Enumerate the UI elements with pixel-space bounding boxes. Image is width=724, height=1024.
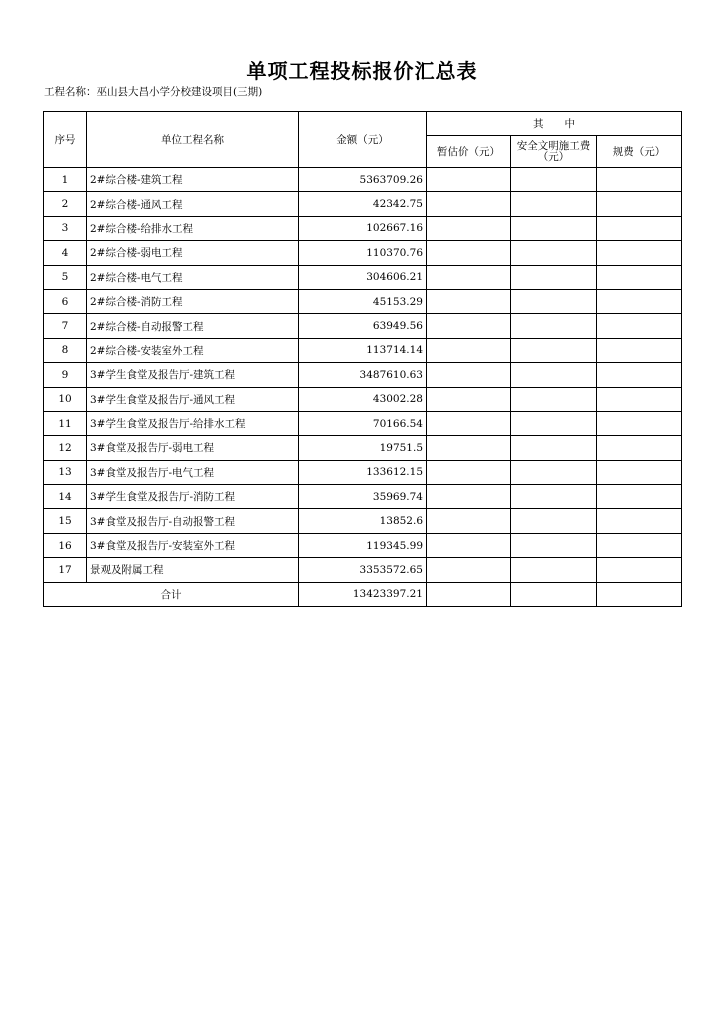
table-row [44,289,682,313]
row-provisional [427,460,511,484]
table-row [44,241,682,265]
row-fees [597,436,682,460]
row-amount: 35969.74 [299,485,427,509]
row-fees [597,460,682,484]
header-seq: 序号 [44,112,87,168]
row-number: 14 [44,485,87,509]
row-amount: 133612.15 [299,460,427,484]
row-fees [597,411,682,435]
row-safety-fee [511,289,597,313]
header-name: 单位工程名称 [87,112,299,168]
row-fees [597,558,682,582]
row-number: 3 [44,216,87,240]
project-name: 工程名称：巫山县大昌小学分校建设项目(三期) [44,86,263,98]
row-safety-fee [511,241,597,265]
row-provisional [427,509,511,533]
table-row [44,533,682,557]
table-row [44,411,682,435]
row-amount: 3487610.63 [299,363,427,387]
row-safety-fee [511,485,597,509]
row-project-name: 2#综合楼-弱电工程 [87,241,299,265]
row-safety-fee [511,192,597,216]
row-fees [597,338,682,362]
row-provisional [427,387,511,411]
table-row [44,485,682,509]
row-project-name: 3#学生食堂及报告厅-建筑工程 [87,363,299,387]
row-provisional [427,265,511,289]
row-safety-fee [511,314,597,338]
row-provisional [427,363,511,387]
row-fees [597,168,682,192]
row-number: 16 [44,533,87,557]
row-amount: 42342.75 [299,192,427,216]
header-row-1 [44,112,682,136]
row-provisional [427,411,511,435]
row-safety-fee [511,363,597,387]
row-fees [597,192,682,216]
header-fees: 规费（元） [597,136,682,168]
table-row [44,216,682,240]
row-amount: 70166.54 [299,411,427,435]
row-number: 17 [44,558,87,582]
row-safety-fee [511,436,597,460]
total-fees [597,582,682,606]
table-row [44,387,682,411]
row-project-name: 3#食堂及报告厅-弱电工程 [87,436,299,460]
row-fees [597,265,682,289]
row-amount: 3353572.65 [299,558,427,582]
row-fees [597,533,682,557]
row-safety-fee [511,216,597,240]
row-amount: 119345.99 [299,533,427,557]
row-number: 2 [44,192,87,216]
row-fees [597,509,682,533]
row-safety-fee [511,411,597,435]
row-number: 6 [44,289,87,313]
row-safety-fee [511,338,597,362]
table-row [44,338,682,362]
page-title: 单项工程投标报价汇总表 [246,59,478,83]
row-safety-fee [511,387,597,411]
row-project-name: 3#食堂及报告厅-电气工程 [87,460,299,484]
row-safety-fee [511,533,597,557]
row-fees [597,387,682,411]
row-fees [597,241,682,265]
row-amount: 63949.56 [299,314,427,338]
row-project-name: 2#综合楼-安装室外工程 [87,338,299,362]
row-fees [597,216,682,240]
row-provisional [427,558,511,582]
row-number: 15 [44,509,87,533]
row-number: 12 [44,436,87,460]
row-provisional [427,241,511,265]
row-project-name: 3#学生食堂及报告厅-消防工程 [87,485,299,509]
row-amount: 110370.76 [299,241,427,265]
header-amount: 金额（元） [299,112,427,168]
row-number: 11 [44,411,87,435]
row-safety-fee [511,460,597,484]
row-number: 5 [44,265,87,289]
total-amount: 13423397.21 [299,582,427,606]
row-number: 8 [44,338,87,362]
row-safety-fee [511,168,597,192]
row-amount: 43002.28 [299,387,427,411]
table-row [44,558,682,582]
row-provisional [427,216,511,240]
row-fees [597,289,682,313]
table-row [44,168,682,192]
row-number: 10 [44,387,87,411]
row-number: 13 [44,460,87,484]
row-fees [597,314,682,338]
row-amount: 13852.6 [299,509,427,533]
table-row [44,460,682,484]
row-number: 4 [44,241,87,265]
row-project-name: 3#学生食堂及报告厅-给排水工程 [87,411,299,435]
row-provisional [427,192,511,216]
row-project-name: 2#综合楼-自动报警工程 [87,314,299,338]
row-project-name: 2#综合楼-给排水工程 [87,216,299,240]
row-fees [597,363,682,387]
row-project-name: 2#综合楼-建筑工程 [87,168,299,192]
row-project-name: 2#综合楼-电气工程 [87,265,299,289]
row-amount: 19751.5 [299,436,427,460]
header-among: 其 中 [427,112,682,136]
row-number: 1 [44,168,87,192]
row-number: 9 [44,363,87,387]
row-provisional [427,168,511,192]
row-provisional [427,289,511,313]
row-provisional [427,338,511,362]
row-safety-fee [511,509,597,533]
row-amount: 5363709.26 [299,168,427,192]
row-amount: 113714.14 [299,338,427,362]
row-amount: 102667.16 [299,216,427,240]
row-project-name: 2#综合楼-通风工程 [87,192,299,216]
row-amount: 304606.21 [299,265,427,289]
row-provisional [427,314,511,338]
table-row [44,363,682,387]
table-row [44,265,682,289]
row-amount: 45153.29 [299,289,427,313]
total-row [44,582,682,606]
row-project-name: 2#综合楼-消防工程 [87,289,299,313]
total-provisional [427,582,511,606]
row-provisional [427,533,511,557]
total-label: 合计 [44,582,299,606]
row-provisional [427,485,511,509]
table-row [44,192,682,216]
total-safety-fee [511,582,597,606]
table-row [44,436,682,460]
table-row [44,314,682,338]
row-project-name: 3#食堂及报告厅-安装室外工程 [87,533,299,557]
row-number: 7 [44,314,87,338]
header-safety: 安全文明施工费（元） [511,136,597,168]
header-provisional: 暂估价（元） [427,136,511,168]
row-provisional [427,436,511,460]
row-fees [597,485,682,509]
table-row [44,509,682,533]
summary-table [43,111,682,607]
row-safety-fee [511,558,597,582]
row-project-name: 3#学生食堂及报告厅-通风工程 [87,387,299,411]
row-safety-fee [511,265,597,289]
row-project-name: 3#食堂及报告厅-自动报警工程 [87,509,299,533]
row-project-name: 景观及附属工程 [87,558,299,582]
